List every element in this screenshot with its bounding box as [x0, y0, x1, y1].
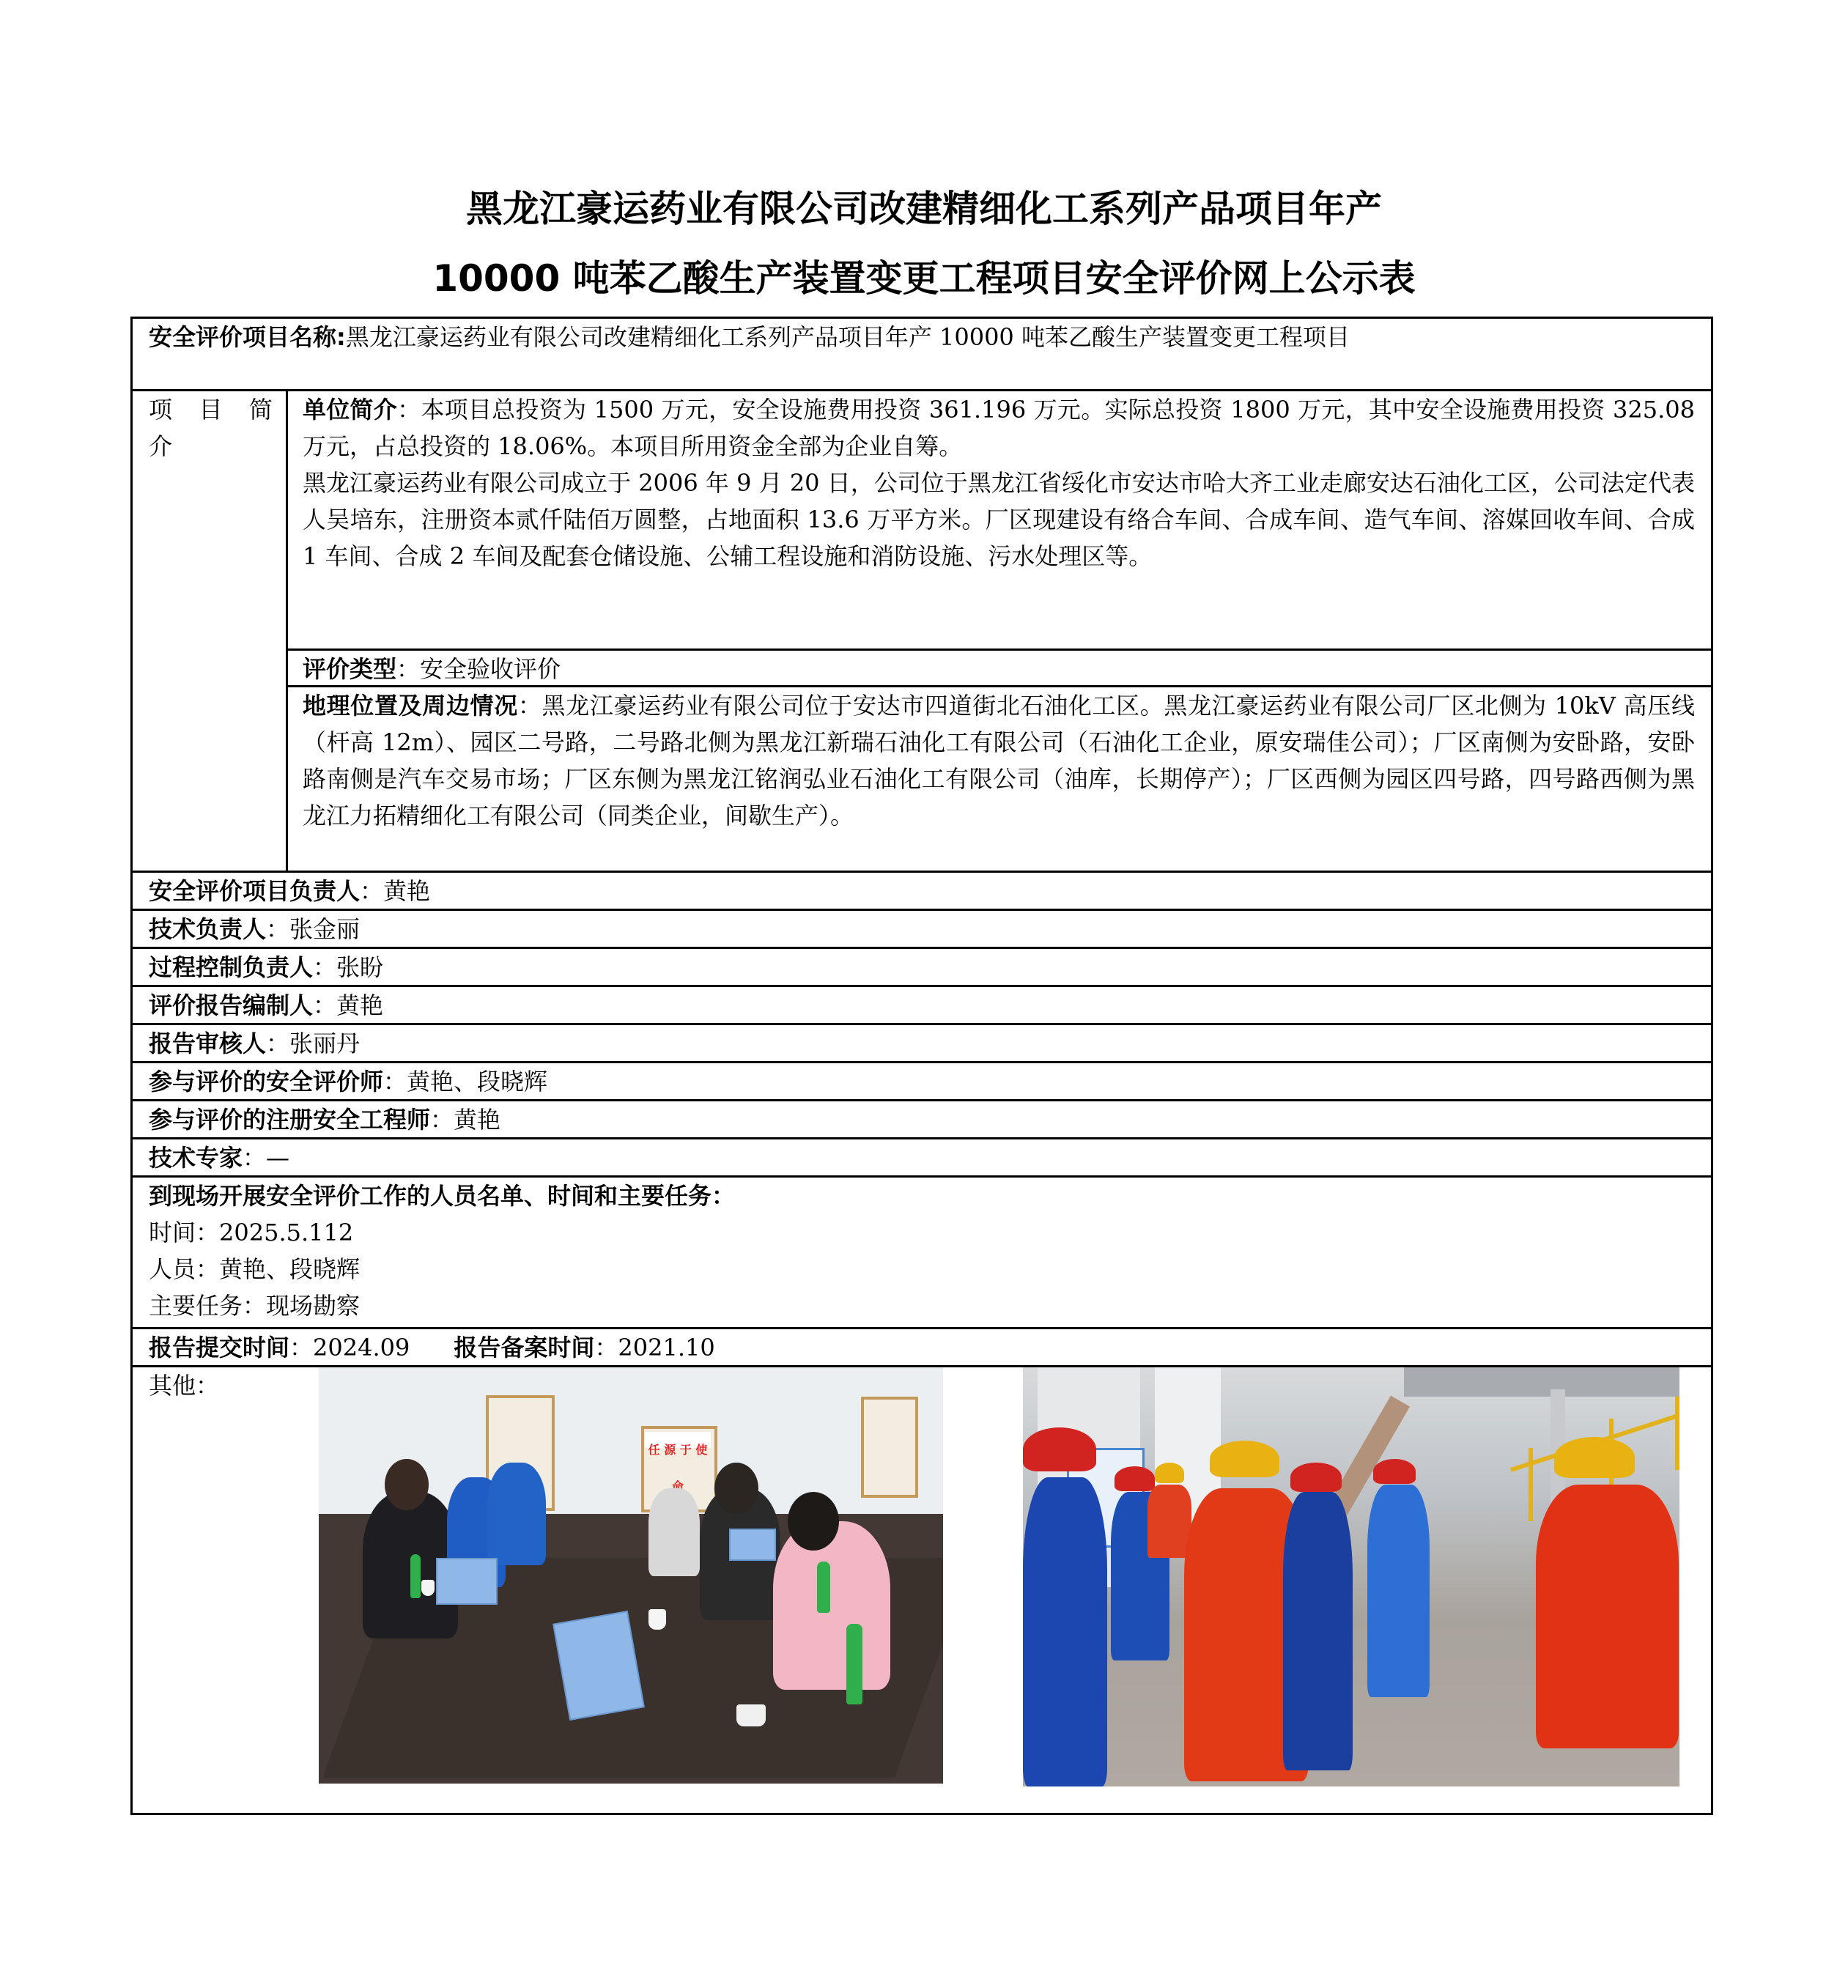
- personnel-value: 张盼: [336, 953, 384, 981]
- other-label: 其他：: [149, 1372, 220, 1400]
- project-name-sep: :: [336, 323, 346, 351]
- onsite-staff: [149, 1251, 1695, 1287]
- evaluation-type-sep: ：: [396, 655, 421, 683]
- personnel-row-registered-engineers: [133, 1101, 1711, 1139]
- location-label: 地理位置及周边情况: [303, 692, 518, 720]
- onsite-task: [149, 1287, 1695, 1324]
- report-dates-row: [133, 1329, 1711, 1367]
- personnel-label: 过程控制负责人: [149, 953, 314, 981]
- personnel-sep: ：: [243, 1144, 267, 1172]
- personnel-label: 参与评价的注册安全工程师: [149, 1106, 431, 1134]
- project-intro-row: [133, 391, 1711, 873]
- meeting-room-photo: [319, 1367, 943, 1784]
- personnel-label: 安全评价项目负责人: [149, 877, 361, 905]
- unit-intro-label: 单位简介: [303, 396, 398, 424]
- onsite-staff-value: 黄艳、段晓辉: [219, 1255, 361, 1283]
- location-value: 黑龙江豪运药业有限公司位于安达市四道街北石油化工区。黑龙江豪运药业有限公司厂区北侧为 10kV 高压线（杆高 12m）、园区二号路，二号路北侧为黑龙江新瑞石油化工有限公司（石油化工企业，原安瑞佳公司）；厂区南侧为安卧路，安卧路南侧是汽车交易市场；厂区东侧为黑龙江铭润弘业石油化工有限公司（油库，长期停产）；厂区西侧为园区四号路，四号路西侧为黑龙江力拓精细化工有限公司（同类企业，间歇生产）。: [303, 692, 1695, 829]
- onsite-task-value: 现场勘察: [266, 1292, 361, 1320]
- personnel-row-process-control-lead: [133, 949, 1711, 987]
- onsite-task-label: 主要任务：: [149, 1292, 267, 1320]
- personnel-label: 技术负责人: [149, 915, 267, 943]
- personnel-value: 黄艳: [383, 877, 431, 905]
- disclosure-table: [130, 317, 1713, 1815]
- onsite-time-value: 2025.5.112: [219, 1219, 354, 1246]
- personnel-row-report-reviewer: [133, 1025, 1711, 1063]
- unit-intro-text-1: 本项目总投资为 1500 万元，安全设施费用投资 361.196 万元。实际总投资 1800 万元，其中安全设施费用投资 325.08 万元，占总投资的 18.06%。本项目所用资金全部为企业自筹。: [303, 396, 1695, 460]
- personnel-sep: ：: [313, 953, 337, 981]
- project-name-label: 安全评价项目名称: [149, 323, 337, 351]
- personnel-sep: ：: [360, 877, 384, 905]
- onsite-time: [149, 1214, 1695, 1251]
- location-cell: [288, 687, 1711, 871]
- project-intro-label-line-2: 介: [149, 432, 173, 460]
- evaluation-type-label: 评价类型: [303, 655, 397, 683]
- personnel-value: 张金丽: [289, 915, 361, 943]
- personnel-label: 评价报告编制人: [149, 991, 314, 1019]
- unit-intro-para-2: 黑龙江豪运药业有限公司成立于 2006 年 9 月 20 日，公司位于黑龙江省绥化市安达市哈大齐工业走廊安达石油化工区，公司法定代表人吴培东，注册资本贰仟陆佰万圆整，占地面积 13.6 万平方米。厂区现建设有络合车间、合成车间、造气车间、溶媒回收车间、合成 1 车间、合成 2 车间及配套仓储设施、公辅工程设施和消防设施、污水处理区等。: [303, 469, 1695, 570]
- evaluation-type-cell: [288, 651, 1711, 687]
- other-row: [133, 1367, 1711, 1813]
- document-title-line-2: 10000 吨苯乙酸生产装置变更工程项目安全评价网上公示表: [432, 257, 1416, 300]
- personnel-label: 技术专家: [149, 1144, 243, 1172]
- submit-date-value: 2024.09: [313, 1334, 410, 1361]
- personnel-row-technical-experts: [133, 1139, 1711, 1178]
- project-name-row: [133, 319, 1711, 391]
- filing-date-value: 2021.10: [618, 1334, 715, 1361]
- personnel-sep: ：: [313, 991, 337, 1019]
- unit-intro-sep: ：: [397, 396, 421, 424]
- personnel-sep: ：: [430, 1106, 454, 1134]
- personnel-value: 黄艳: [336, 991, 384, 1019]
- onsite-heading: 到现场开展安全评价工作的人员名单、时间和主要任务：: [149, 1182, 736, 1210]
- project-intro-label: [133, 391, 288, 871]
- personnel-sep: ：: [266, 915, 290, 943]
- personnel-row-project-lead: [133, 873, 1711, 911]
- project-name-value: 黑龙江豪运药业有限公司改建精细化工系列产品项目年产 10000 吨苯乙酸生产装置变更工程项目: [345, 323, 1350, 351]
- submit-date-label: 报告提交时间: [149, 1334, 290, 1361]
- personnel-row-report-author: [133, 987, 1711, 1025]
- personnel-value: —: [266, 1144, 290, 1172]
- filing-date-sep: ：: [594, 1334, 618, 1361]
- project-intro-label-line-1: 项 目 简: [149, 396, 273, 424]
- personnel-sep: ：: [266, 1030, 290, 1057]
- personnel-label: 报告审核人: [149, 1030, 267, 1057]
- onsite-staff-label: 人员：: [149, 1255, 220, 1283]
- project-intro-body: [288, 391, 1711, 871]
- personnel-value: 张丽丹: [289, 1030, 361, 1057]
- personnel-sep: ：: [383, 1068, 407, 1095]
- onsite-time-label: 时间：: [149, 1219, 220, 1246]
- personnel-label: 参与评价的安全评价师: [149, 1068, 384, 1095]
- personnel-value: 黄艳、段晓辉: [407, 1068, 548, 1095]
- personnel-row-technical-lead: [133, 911, 1711, 949]
- personnel-value: 黄艳: [454, 1106, 501, 1134]
- meeting-banner-text: [645, 1432, 711, 1448]
- onsite-work-row: [133, 1178, 1711, 1329]
- unit-intro-para-1: [303, 391, 1695, 465]
- location-sep: ：: [517, 692, 542, 720]
- unit-intro-cell: [288, 391, 1711, 651]
- submit-date-sep: ：: [289, 1334, 314, 1361]
- personnel-row-safety-evaluators: [133, 1063, 1711, 1101]
- site-inspection-photo: [1023, 1367, 1679, 1786]
- document-title-line-1: 黑龙江豪运药业有限公司改建精细化工系列产品项目年产: [466, 188, 1382, 230]
- evaluation-type-value: 安全验收评价: [420, 655, 561, 683]
- filing-date-label: 报告备案时间: [454, 1334, 595, 1361]
